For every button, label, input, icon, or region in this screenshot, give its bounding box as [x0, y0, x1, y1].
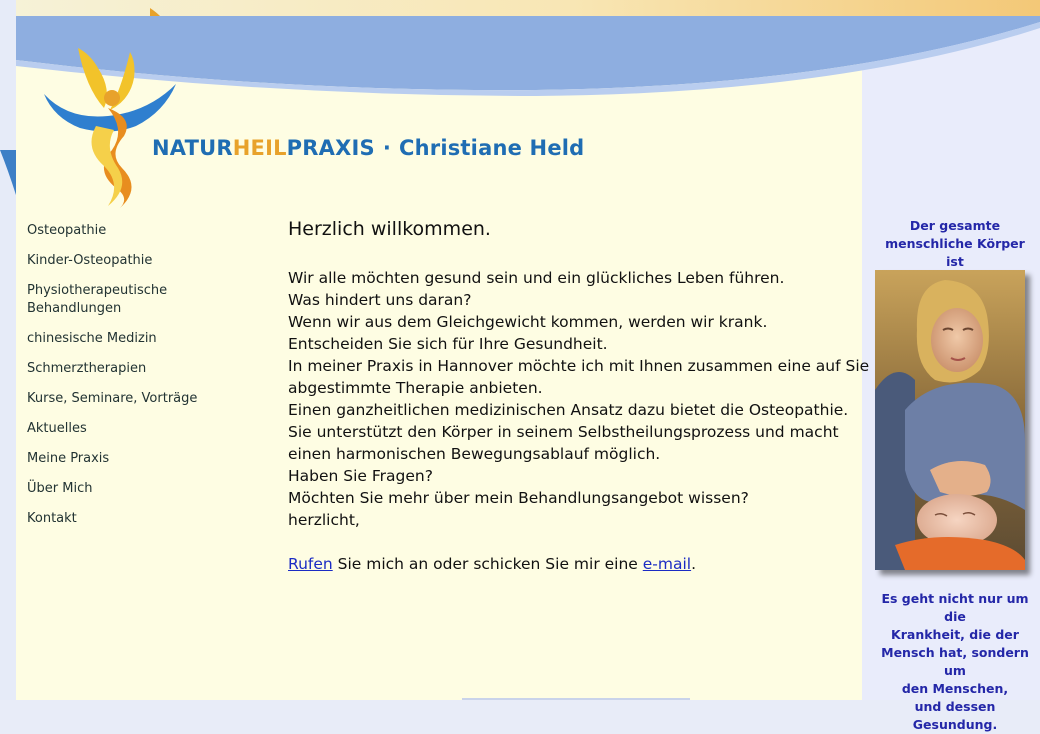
brand-heil: HEIL	[232, 136, 287, 160]
body-text-line: Entscheiden Sie sich für Ihre Gesundheit.	[288, 335, 608, 353]
contact-line	[288, 553, 868, 575]
call-link[interactable]: Rufen	[288, 555, 333, 573]
nav-label: Schmerztherapien	[27, 361, 147, 376]
nav-label: Behandlungen	[27, 301, 122, 316]
nav-label: Über Mich	[27, 481, 93, 496]
dancing-figure-logo-icon	[38, 38, 180, 210]
brand-praxis: PRAXIS	[286, 136, 375, 160]
quote-line: den Menschen,	[901, 681, 1009, 696]
nav-label: Osteopathie	[27, 223, 107, 238]
nav-physiotherapeutische-behandlungen[interactable]	[27, 282, 247, 318]
nav-label: Kontakt	[27, 511, 77, 526]
owner-name: Christiane Held	[399, 136, 585, 160]
therapist-photo	[875, 270, 1025, 570]
quote-line: Der gesamte	[909, 218, 1001, 233]
body-text-line: Wenn wir aus dem Gleichgewicht kommen, werden wir krank.	[288, 313, 768, 331]
contact-end: .	[691, 555, 697, 573]
nav-kurse-seminare-vortraege[interactable]	[27, 390, 247, 408]
nav-label: Physiotherapeutische	[27, 283, 168, 298]
nav-label: Kurse, Seminare, Vorträge	[27, 391, 198, 406]
nav-kinder-osteopathie[interactable]	[27, 252, 247, 270]
body-text-line: Möchten Sie mehr über mein Behandlungsangebot wissen?	[288, 489, 749, 507]
nav-ueber-mich[interactable]	[27, 480, 247, 498]
body-text-line: einen harmonischen Bewegungsablauf möglich.	[288, 445, 661, 463]
quote-line: und dessen Gesundung.	[912, 699, 998, 732]
quote-line: Es geht nicht nur um die	[881, 591, 1029, 624]
body-text-line: Haben Sie Fragen?	[288, 467, 433, 485]
body-text-line: Sie unterstützt den Körper in seinem Selbstheilungsprozess und macht	[288, 423, 839, 441]
quote-line: Mensch hat, sondern um	[881, 645, 1029, 678]
quote-line: menschliche Körper ist	[885, 236, 1025, 269]
therapist-with-baby-image	[875, 270, 1025, 570]
nav-kontakt[interactable]	[27, 510, 247, 528]
nav-label: Kinder-Osteopathie	[27, 253, 153, 268]
quote-line: Krankheit, die der	[891, 627, 1019, 642]
title-separator: ·	[382, 136, 392, 160]
body-text-line: herzlicht,	[288, 511, 360, 529]
nav-chinesische-medizin[interactable]	[27, 330, 247, 348]
email-link[interactable]: e-mail	[642, 555, 692, 573]
nav-aktuelles[interactable]	[27, 420, 247, 438]
welcome-content	[288, 215, 868, 575]
sidebar-quote-bottom	[872, 590, 1038, 734]
main-navigation	[27, 222, 247, 540]
nav-osteopathie[interactable]	[27, 222, 247, 240]
nav-label: Meine Praxis	[27, 451, 110, 466]
body-text-line: In meiner Praxis in Hannover möchte ich mit Ihnen zusammen eine auf Sie	[288, 357, 870, 375]
nav-label: chinesische Medizin	[27, 331, 157, 346]
body-text-line: abgestimmte Therapie anbieten.	[288, 379, 543, 397]
contact-text: Sie mich an oder schicken Sie mir eine	[332, 555, 643, 573]
welcome-heading: Herzlich willkommen.	[288, 218, 491, 240]
site-title	[152, 136, 584, 160]
nav-meine-praxis[interactable]	[27, 450, 247, 468]
body-text-line: Was hindert uns daran?	[288, 291, 472, 309]
nav-schmerztherapien[interactable]	[27, 360, 247, 378]
body-text-line: Einen ganzheitlichen medizinischen Ansatz dazu bietet die Osteopathie.	[288, 401, 849, 419]
nav-label: Aktuelles	[27, 421, 87, 436]
brand-natur: NATUR	[152, 136, 233, 160]
body-text-line: Wir alle möchten gesund sein und ein glückliches Leben führen.	[288, 269, 785, 287]
